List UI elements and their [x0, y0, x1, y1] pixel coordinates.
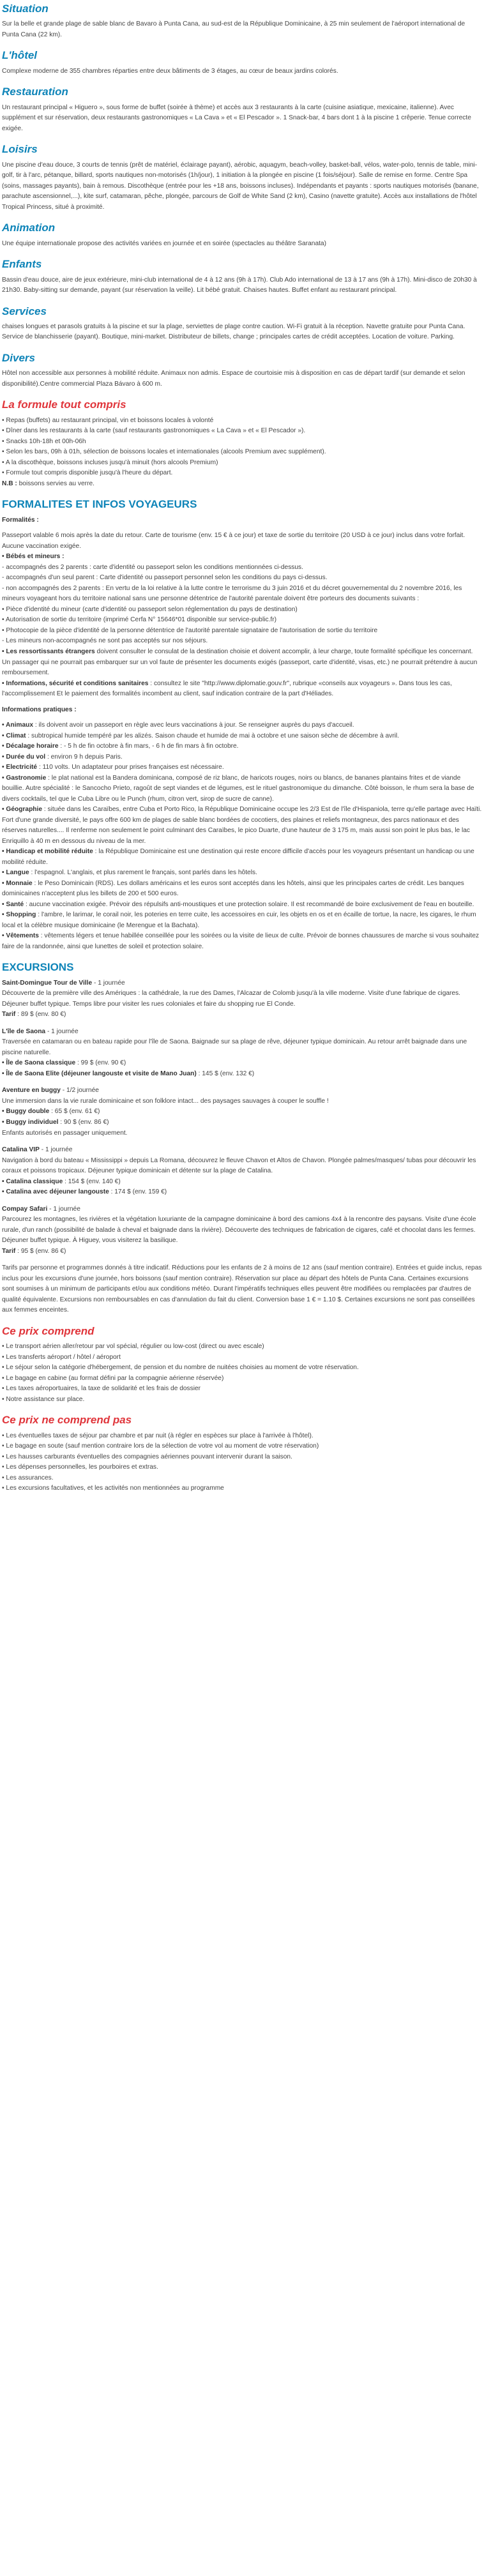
excursion-name: Saint-Domingue Tour de Ville: [2, 979, 93, 987]
info-line: [2, 531, 482, 552]
heading-loisirs: Loisirs: [2, 143, 38, 156]
info-line-label: • Climat: [2, 732, 26, 739]
info-line-text: : l'ambre, le larimar, le corail noir, les poteries en terre cuite, les accessoires en cuir, les objets en os et en écaille de tortue, la nacre, les cigares, le rhum local et la célèbre musique dominicaine (le Merengue et la Bachata).: [2, 911, 476, 929]
section-situation: [2, 3, 482, 40]
excursion-block: [2, 1086, 482, 1139]
heading-excluded: Ce prix ne comprend pas: [2, 1414, 132, 1427]
excursion-heading: [2, 1204, 482, 1215]
info-line: [2, 1096, 482, 1107]
section-enfants: [2, 258, 482, 296]
info-line-text: : ils doivent avoir un passeport en règle avec leurs vaccinations à jour. Se renseigner auprès du pays d'accueil.: [33, 722, 354, 729]
excursion-name: Compay Safari: [2, 1205, 48, 1213]
heading-animation: Animation: [2, 222, 56, 234]
info-line-text: : 154 $ (env. 140 €): [63, 1178, 121, 1185]
info-line: [2, 1215, 482, 1246]
text-animation: Une équipe internationale propose des activités variées en journée et en soirée (spectacles au théâtre Saranata): [2, 239, 326, 247]
info-line-text: : 174 $ (env. 159 €): [109, 1188, 167, 1196]
excursion-name: Aventure en buggy: [2, 1087, 61, 1095]
info-line-text: - accompagnés d'un seul parent : Carte d'identité ou passeport personnel selon les conditions du pays ci-dessus.: [2, 574, 328, 582]
section-animation: [2, 222, 482, 249]
info-line-label: • Île de Saona Elite (déjeuner langouste et visite de Mano Juan): [2, 1070, 197, 1077]
section-restauration: [2, 86, 482, 134]
excursion-duration: - 1/2 journée: [60, 1087, 99, 1095]
included-item: • Le séjour selon la catégorie d'hébergement, de pension et du nombre de nuitées choisies au moment de votre réservation.: [2, 1364, 359, 1372]
info-line: [2, 1107, 482, 1118]
info-line: [2, 752, 482, 763]
formule-item: • Repas (buffets) au restaurant principal, vin et boissons locales à volonté: [2, 416, 214, 424]
info-line: [2, 636, 482, 647]
formule-note-text: boissons servies au verre.: [17, 480, 95, 487]
info-line: [2, 741, 482, 752]
info-line: [2, 868, 482, 879]
info-line-text: - non accompagnés des 2 parents : En vertu de la loi relative à la lutte contre le terrorisme du 3 juin 2016 et du décret gouvernemental du 2 novembre 2016, les mineurs voyageant hors du territoire national sans une personne détentrice de l'autorité parentale doivent être porteurs des documents suivants :: [2, 584, 462, 603]
info-line-text: : aucune vaccination exigée. Prévoir des répulsifs anti-moustiques et une protection solaire. Il est recommandé de boire exclusivement de l'eau en bouteille.: [24, 900, 474, 908]
included-list: [2, 1342, 482, 1405]
info-line: [2, 552, 482, 563]
info-line-text: Parcourez les montagnes, les rivières et la végétation luxuriante de la campagne dominicaine à bord des camions 4x4 à la rencontre des paysans. Visite d'une école rurale, d'un ranch (possibilité de balade à cheval et baignade dans la rivière). Découverte des techniques de fabrication de cigares, café et chocolat dans les fermes. Déjeuner buffet typique. À Higuey, vous visiterez la basilique.: [2, 1216, 476, 1245]
formule-item: • Formule tout compris disponible jusqu'à l'heure du départ.: [2, 469, 173, 477]
info-line: [2, 1177, 482, 1188]
excursion-heading: [2, 1027, 482, 1038]
formalites-subtitle: Formalités :: [2, 516, 39, 524]
info-line: [2, 563, 482, 573]
info-line-label: • Décalage horaire: [2, 743, 59, 750]
excluded-item: • Les éventuelles taxes de séjour par chambre et par nuit (à régler en espèces sur place à l'arrivée à l'hôtel).: [2, 1432, 314, 1439]
info-line: [2, 615, 482, 626]
formule-note-label: N.B :: [2, 480, 17, 487]
excursion-duration: - 1 journée: [47, 1205, 80, 1213]
info-line-text: : 110 volts. Un adaptateur pour prises françaises est nécessaire.: [37, 764, 224, 771]
excursion-name: L'île de Saona: [2, 1027, 46, 1035]
practical-subtitle: Informations pratiques :: [2, 706, 77, 713]
info-line: [2, 931, 482, 952]
practical-lines: [2, 720, 482, 952]
info-line-text: Enfants autorisés en passager uniquement.: [2, 1129, 128, 1137]
info-line: [2, 647, 482, 679]
info-line: [2, 1058, 482, 1069]
info-line-label: Tarif: [2, 1247, 16, 1255]
info-line-text: : 65 $ (env. 61 €): [49, 1108, 100, 1116]
info-line-text: : 95 $ (env. 86 €): [15, 1247, 66, 1255]
info-line-text: : consultez le site "http://www.diplomatie.gouv.fr", rubrique «conseils aux voyageurs ». Dans tous les cas, l'accomplissement Et le paiement des formalités incombent au client, sauf indication contraire de la part d'Héliades.: [2, 679, 452, 698]
excursion-duration: - 1 journée: [45, 1027, 79, 1035]
info-line-label: • Animaux: [2, 722, 34, 729]
info-line-text: : le Peso Dominicain (RDS). Les dollars américains et les euros sont acceptés dans les hôtels, ainsi que les principales cartes de crédit. Les banques dominicaines n'acceptent plus les billets de 200 et 500 euros.: [2, 879, 464, 898]
included-item: • Les transferts aéroport / hôtel / aéroport: [2, 1353, 121, 1361]
info-line-text: : 145 $ (env. 132 €): [196, 1070, 255, 1077]
info-line-text: Navigation à bord du bateau « Mississippi » depuis La Romana, découvrez le fleuve Chavon et Altos de Chavon. Plongée palmes/masques/ tubas pour découvrir les coraux et poissons tropicaux. Déjeuner typique dominicain et détente sur la plage de Catalina.: [2, 1156, 476, 1175]
excluded-list: [2, 1431, 482, 1494]
included-item: • Notre assistance sur place.: [2, 1395, 85, 1403]
heading-formalites: FORMALITES ET INFOS VOYAGEURS: [2, 498, 197, 511]
excursion-duration: - 1 journée: [39, 1146, 73, 1154]
info-line-label: • Santé: [2, 900, 24, 908]
info-line-text: • Photocopie de la pièce d'identité de la personne détentrice de l'autorité parentale signataire de l'autorisation de sortie du territoire: [2, 626, 378, 634]
formule-item: • Dîner dans les restaurants à la carte (sauf restaurants gastronomiques « La Cava » et « El Pescador »).: [2, 427, 306, 435]
heading-hotel: L'hôtel: [2, 49, 38, 62]
excursion-heading: [2, 1086, 482, 1096]
heading-enfants: Enfants: [2, 258, 42, 271]
info-line: [2, 573, 482, 584]
info-line: [2, 584, 482, 605]
formule-item: • Snacks 10h-18h et 00h-06h: [2, 437, 86, 445]
text-restauration: Un restaurant principal « Higuero », sous forme de buffet (soirée à thème) et accès aux 3 restaurants à la carte (cuisine asiatique, mexicaine, italienne). Avec supplément et sur réservation, deux restaurants gastronomiques « La Cava » et « El Pescador ». 1 Snack-bar, 4 bars dont 1 à la piscine 1 crêperie. Tenue correcte exigée.: [2, 103, 471, 132]
info-line: [2, 900, 482, 911]
info-line-text: : vêtements légers et tenue habillée conseillée pour les soirées ou la visite de lieux de culte. Prévoir de bonnes chaussures de marche si vous souhaitez faire de la randonnée, ainsi que lunettes de soleil et protection solaire.: [2, 932, 480, 950]
info-line: [2, 989, 482, 1010]
info-line-label: • Géographie: [2, 806, 43, 814]
info-line: [2, 626, 482, 637]
info-line: [2, 1118, 482, 1128]
info-line: [2, 731, 482, 742]
heading-services: Services: [2, 305, 47, 317]
heading-divers: Divers: [2, 351, 35, 364]
excluded-item: • Les excursions facultatives, et les activités non mentionnées au programme: [2, 1485, 224, 1492]
info-line-label: • Langue: [2, 869, 29, 877]
info-line-label: • Informations, sécurité et conditions sanitaires: [2, 679, 149, 687]
excursion-block: [2, 1145, 482, 1198]
info-line-text: : 99 $ (env. 90 €): [75, 1059, 126, 1067]
info-line-text: : la République Dominicaine est une destination qui reste encore difficile d'accès pour les voyageurs présentant un handicap ou une mobilité réduite.: [2, 848, 474, 866]
info-line: [2, 847, 482, 868]
info-line: [2, 762, 482, 773]
included-item: • Les taxes aéroportuaires, la taxe de solidarité et les frais de dossier: [2, 1385, 201, 1393]
info-line: [2, 679, 482, 700]
text-services: chaises longues et parasols gratuits à la piscine et sur la plage, serviettes de plage contre caution. Wi-Fi gratuit à la réception. Navette gratuite pour Punta Cana. Service de blanchisserie (payant). Boutique, mini-market. Distributeur de billets, change ; principales cartes de crédit acceptées. Location de voiture. Parking.: [2, 322, 465, 341]
section-formule: [2, 398, 482, 489]
section-loisirs: [2, 143, 482, 213]
excluded-item: • Les assurances.: [2, 1474, 54, 1481]
formule-item: • A la discothèque, boissons incluses jusqu'à minuit (hors alcools Premium): [2, 458, 218, 466]
info-line: [2, 1156, 482, 1177]
info-line-label: • Monnaie: [2, 879, 33, 887]
info-line-text: - Les mineurs non-accompagnés ne sont pas acceptés sur nos séjours.: [2, 637, 208, 645]
excursion-heading: [2, 1145, 482, 1156]
info-line-label: • Electricité: [2, 764, 38, 771]
info-line: [2, 1069, 482, 1080]
info-line-label: • Bébés et mineurs :: [2, 553, 64, 561]
info-line-text: : le plat national est la Bandera dominicana, composé de riz blanc, de haricots rouges, noirs ou blancs, de bananes plantains frites et de viande bouillie. Autre spécialité : le Sancocho Prieto, ragoût de sept viandes et de légumes, est le rituel gastronomique du dimanche. Côté boisson, le rhum sera la base de divers cocktails, tel que le Cuba Libre ou le Punch (rhum, citron vert, sirop de sucre de canne).: [2, 774, 474, 803]
info-line: [2, 805, 482, 847]
info-line-text: Traversée en catamaran ou en bateau rapide pour l'île de Saona. Baignade sur sa plage de rêve, déjeuner typique dominicain. Au retour arrêt baignade dans une piscine naturelle.: [2, 1038, 467, 1056]
text-divers: Hôtel non accessible aux personnes à mobilité réduite. Animaux non admis. Espace de courtoisie mis à disposition en cas de départ tardif (sur demande et selon disponibilité).Centre commercial Plaza Bávaro à 600 m.: [2, 370, 465, 388]
text-enfants: Bassin d'eau douce, aire de jeux extérieure, mini-club international de 4 à 12 ans (9h à 17h). Club Ado international de 13 à 17 ans (9h à 17h). Mini-disco de 20h30 à 21h30. Baby-sitting sur demande, payant (sur réservation la veille). Lit bébé gratuit. Chaises hautes. Buffet enfant au restaurant principal.: [2, 276, 477, 294]
excursion-name: Catalina VIP: [2, 1146, 40, 1154]
info-line: [2, 1246, 482, 1257]
heading-included: Ce prix comprend: [2, 1324, 95, 1337]
info-line: [2, 605, 482, 616]
excursion-blocks: [2, 978, 482, 1257]
info-line-text: • Pièce d'identité du mineur (carte d'identité ou passeport selon réglementation du pays de destination): [2, 605, 298, 613]
section-excursions: [2, 961, 482, 1315]
info-line-text: : l'espagnol. L'anglais, et plus rarement le français, sont parlés dans les hôtels.: [29, 869, 257, 877]
info-line-text: • Autorisation de sortie du territoire (imprimé Cerfa N° 15646*01 disponible sur service-public.fr): [2, 616, 277, 624]
excursions-footnote: Tarifs par personne et programmes donnés à titre indicatif. Réductions pour les enfants de 2 à moins de 12 ans (sauf mention contraire). Entrées et guide inclus, repas inclus pour les excursions d'une journée, hors boissons (sauf mention contraire). Réservation sur place au départ des hôtels de Punta Cana. Certaines excursions sont soumises à un minimum de participants et/ou aux conditions météo. Durant l'impératifs techniques elles peuvent être modifiées ou remplacées par d'autres de qualité équivalente. Excursions non remboursables en cas d'annulation du fait du client. Conversion base 1 € = 1.10 $. Certaines excursions ne sont pas conseillées aux femmes enceintes.: [2, 1264, 482, 1314]
excursion-block: [2, 1204, 482, 1257]
info-line-text: Une immersion dans la vie rurale dominicaine et son folklore intact... des paysages sauvages à couper le souffle !: [2, 1097, 329, 1105]
info-line: [2, 879, 482, 900]
info-line-text: - accompagnés des 2 parents : carte d'identité ou passeport selon les conditions mentionnées ci-dessus.: [2, 563, 303, 571]
heading-formule: La formule tout compris: [2, 398, 126, 411]
info-line-label: • Buggy individuel: [2, 1119, 59, 1126]
info-line-label: • Catalina classique: [2, 1178, 63, 1185]
info-line: [2, 720, 482, 731]
excluded-item: • Le bagage en soute (sauf mention contraire lors de la sélection de votre vol au moment de votre réservation): [2, 1443, 319, 1450]
info-line: [2, 1128, 482, 1139]
section-excluded: [2, 1414, 482, 1494]
excluded-item: • Les dépenses personnelles, les pourboires et extras.: [2, 1464, 158, 1471]
info-line: [2, 910, 482, 931]
excluded-item: • Les hausses carburants éventuelles des compagnies aériennes pouvant intervenir durant la saison.: [2, 1453, 292, 1460]
formule-list: [2, 416, 482, 479]
formalites-lines: [2, 531, 482, 699]
info-line-label: • Durée du vol: [2, 753, 46, 761]
info-line-text: : environ 9 h depuis Paris.: [45, 753, 123, 761]
info-line-label: • Handicap et mobilité réduite: [2, 848, 93, 856]
formule-item: • Selon les bars, 09h à 01h, sélection de boissons locales et internationales (alcools Premium avec supplément).: [2, 448, 326, 456]
info-line-label: Tarif: [2, 1011, 16, 1019]
text-hotel: Complexe moderne de 355 chambres réparties entre deux bâtiments de 3 étages, au cœur de beaux jardins colorés.: [2, 67, 338, 75]
info-line-label: • Shopping: [2, 911, 36, 919]
info-line-label: • Gastronomie: [2, 774, 47, 782]
info-line-label: • Catalina avec déjeuner langouste: [2, 1188, 109, 1196]
heading-situation: Situation: [2, 3, 49, 15]
info-line-text: : - 5 h de fin octobre à fin mars, - 6 h de fin mars à fin octobre.: [58, 743, 239, 750]
info-line-text: Passeport valable 6 mois après la date du retour. Carte de tourisme (env. 15 € à ce jour) et taxe de sortie du territoire (20 USD à ce jour) inclus dans votre forfait. Aucune vaccination exigée.: [2, 532, 465, 550]
excursion-block: [2, 1027, 482, 1080]
info-line-text: doivent consulter le consulat de la destination choisie et doivent accomplir, à leur charge, toute formalité spécifique les concernant. Un passager qui ne pourrait pas embarquer sur un vol faute de présenter les documents exigés (passeport, carte d'identité, visas, etc.) ne pourrait prétendre à aucun remboursement.: [2, 648, 478, 677]
excursion-block: [2, 978, 482, 1020]
info-line: [2, 773, 482, 805]
info-line-label: • Buggy double: [2, 1108, 50, 1116]
section-divers: [2, 352, 482, 390]
info-line-text: : 90 $ (env. 86 €): [58, 1119, 109, 1126]
section-hotel: [2, 49, 482, 77]
excursion-duration: - 1 journée: [92, 979, 125, 987]
section-formalites: [2, 498, 482, 952]
text-loisirs: Une piscine d'eau douce, 3 courts de tennis (prêt de matériel, éclairage payant), aérobic, aquagym, beach-volley, basket-ball, vélos, water-polo, tennis de table, mini-golf, tir à l'arc, pétanque, billard, sports nautiques non-motorisés (1h/jour), 1 initiation à la plongée en piscine (1 fois/séjour). Salle de remise en forme. Centre Spa (soins, massages payants), bain à remous. Discothèque (entrée pour les +18 ans, boissons incluses). Indépendants et payants : sports nautiques motorisés (banane, parachute ascensionnel,...), kite surf, catamaran, pêche, plongée, parcours de Golf de White Sand (2 km), Casino (navette gratuite). Accès aux installations de l'hôtel Tropical Princess, situé à proximité.: [2, 161, 479, 211]
info-line-label: • Vêtements: [2, 932, 39, 940]
included-item: • Le transport aérien aller/retour par vol spécial, régulier ou low-cost (direct ou avec escale): [2, 1343, 264, 1351]
formule-note: [2, 479, 482, 490]
info-line-text: : 89 $ (env. 80 €): [15, 1011, 66, 1019]
info-line-text: : subtropical humide tempéré par les alizés. Saison chaude et humide de mai à octobre et une saison sèche de décembre à avril.: [26, 732, 399, 739]
info-line-label: • Île de Saona classique: [2, 1059, 76, 1067]
info-line-text: : située dans les Caraïbes, entre Cuba et Porto Rico, la République Dominicaine occupe les 2/3 Est de l'île d'Hispaniola, terre qu'elle partage avec Haïti. Fort d'une grande diversité, le pays offre 600 km de plages de sable blanc bordées de cocotiers, des plaines et reliefs montagneux, des parcs nationaux et des réserves naturelles.... Il renferme non seulement le point culminant des Caraïbes, le pico Duarte, d'une hauteur de 3 175 m, mais aussi son point le plus bas, le lac Enriquillo à 40 m en dessous du niveau de la mer.: [2, 806, 482, 845]
section-services: [2, 305, 482, 343]
info-line: [2, 1010, 482, 1020]
heading-excursions: EXCURSIONS: [2, 961, 74, 974]
info-line-text: Découverte de la première ville des Amériques : la cathédrale, la rue des Dames, l'Alcazar de Colomb jusqu'à la ville moderne. Visite d'une fabrique de cigares. Déjeuner buffet typique. Temps libre pour visiter les rues coloniales et faire du shopping rue El Conde.: [2, 990, 461, 1008]
info-line: [2, 1187, 482, 1198]
info-line: [2, 1037, 482, 1058]
info-line-label: • Les ressortissants étrangers: [2, 648, 95, 655]
text-situation: Sur la belle et grande plage de sable blanc de Bavaro à Punta Cana, au sud-est de la République Dominicaine, à 25 min seulement de l'aéroport international de Punta Cana (22 km).: [2, 20, 465, 38]
included-item: • Le bagage en cabine (au format défini par la compagnie aérienne réservée): [2, 1374, 224, 1382]
excursion-heading: [2, 978, 482, 989]
section-included: [2, 1325, 482, 1405]
heading-restauration: Restauration: [2, 86, 68, 98]
